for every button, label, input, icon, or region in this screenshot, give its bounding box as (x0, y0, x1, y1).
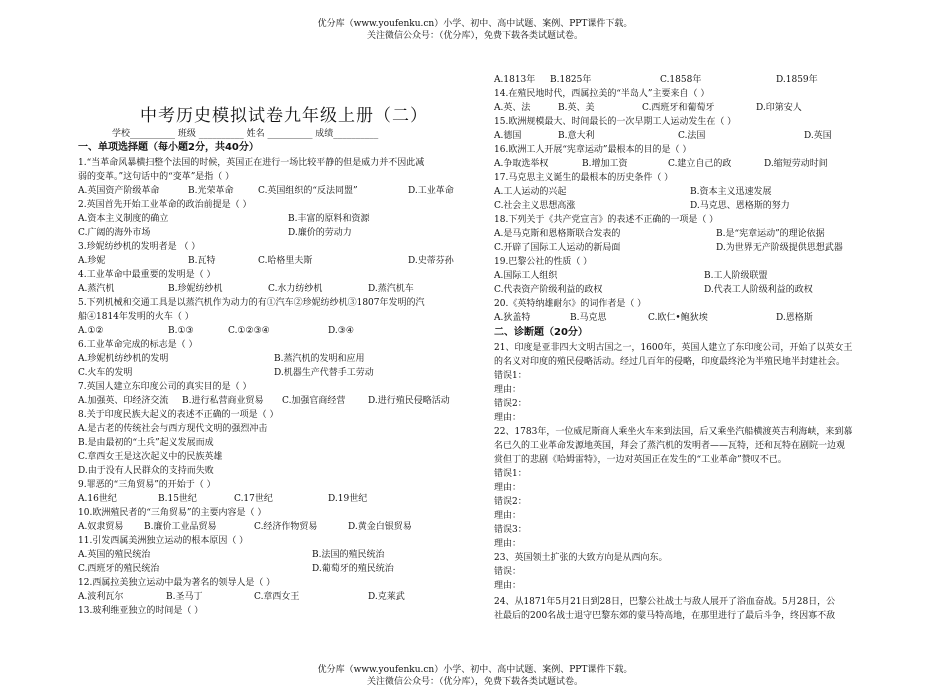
question-8-option-d: D.由于没有人民群众的支持而失败 (78, 466, 214, 476)
question-19: 19.巴黎公社的性质（ ） (494, 257, 593, 267)
student-info-line: 学校__________ 班级 __________ 姓名 __________ 成绩__________ (112, 129, 379, 139)
question-22-line-1: 22、1783年，一位威尼斯商人乘坐火车来到法国，后又乘坐汽船横渡英吉利海峡，来到慕 (494, 427, 853, 437)
option-c: C.章西女王 (254, 592, 300, 602)
q22-error-3-label: 错误3： (494, 525, 527, 535)
option-d: D.缩短劳动时间 (764, 159, 828, 169)
option-b: B.1825年 (550, 75, 592, 85)
question-1-line-2: 弱的变革。”这句话中的“变革”是指（ ） (78, 172, 235, 182)
question-8: 8.关于印度民族大起义的表述不正确的一项是（ ） (78, 410, 279, 420)
option-d: D.代表工人阶级利益的政权 (704, 285, 813, 295)
question-8-option-a: A.是古老的传统社会与西方现代文明的强烈冲击 (78, 424, 268, 434)
option-a: A.争取选举权 (494, 159, 549, 169)
option-a: A.16世纪 (78, 494, 117, 504)
option-c: C.西班牙和葡萄牙 (642, 103, 715, 113)
question-5-line-1: 5.下列机械和交通工具是以蒸汽机作为动力的有①汽车②珍妮纺纱机③1807年发明的汽 (78, 298, 425, 308)
exam-title: 中考历史模拟试卷九年级上册（二） (140, 106, 428, 126)
option-a: A.工人运动的兴起 (494, 187, 567, 197)
question-11: 11.引发西属美洲独立运动的根本原因（ ） (78, 536, 249, 546)
page-header (0, 18, 950, 42)
q23-reason-label: 理由： (494, 581, 522, 591)
question-21-line-1: 21、印度是亚非四大文明古国之一，1600年，英国人建立了东印度公司，开始了以英女王 (494, 343, 853, 353)
q22-reason-2-label: 理由： (494, 511, 522, 521)
option-c: C.17世纪 (234, 494, 273, 504)
option-d: D.印第安人 (756, 103, 802, 113)
q21-reason-2-label: 理由： (494, 413, 522, 423)
header-line-1: 优分库（www.youfenku.cn）小学、初中、高中试题、案例、PPT课件下载。 (317, 19, 633, 29)
option-b: B.廉价工业品贸易 (144, 522, 217, 532)
option-b: B.丰富的原料和资源 (288, 214, 370, 224)
option-c: C.开辟了国际工人运动的新局面 (494, 243, 621, 253)
option-c: C.法国 (678, 131, 706, 141)
question-14: 14.在殖民地时代，西属拉美的“半岛人”主要来自（ ） (494, 89, 710, 99)
question-13: 13.玻利维亚独立的时间是（ ） (78, 606, 204, 616)
option-a: A.英、法 (494, 103, 531, 113)
option-a: A.英国的殖民统治 (78, 550, 151, 560)
option-b: B.增加工资 (582, 159, 628, 169)
section-1-heading: 一、单项选择题（每小题2分，共40分） (78, 142, 259, 153)
option-a: A.狄盖特 (494, 313, 531, 323)
option-d: D.进行殖民侵略活动 (368, 396, 450, 406)
option-b: B.是“宪章运动”的理论依据 (716, 229, 825, 239)
option-d: D.英国 (804, 131, 832, 141)
question-1-line-1: 1.“当革命风暴横扫整个法国的时候，英国正在进行一场比较平静的但是威力并不因此减 (78, 158, 425, 168)
question-6: 6.工业革命完成的标志是（ ） (78, 340, 198, 350)
q22-reason-1-label: 理由： (494, 483, 522, 493)
q21-reason-1-label: 理由： (494, 385, 522, 395)
option-d: D.廉价的劳动力 (288, 228, 352, 238)
option-d: D.工业革命 (408, 186, 454, 196)
option-a: A.珍妮 (78, 256, 106, 266)
option-a: A.奴隶贸易 (78, 522, 124, 532)
footer-line-2: 关注微信公众号：（优分库），免费下载各类试题试卷。 (366, 677, 583, 687)
option-b: B.法国的殖民统治 (312, 550, 385, 560)
option-d: D.马克思、恩格斯的努力 (690, 201, 790, 211)
question-18: 18.下列关于《共产党宣言》的表述不正确的一项是（ ） (494, 215, 719, 225)
question-17: 17.马克思主义诞生的最根本的历史条件（ ） (494, 173, 674, 183)
option-d: D.史蒂芬孙 (408, 256, 454, 266)
question-5-line-2: 船④1814年发明的火车（ ） (78, 312, 194, 322)
option-c: C.代表资产阶级利益的政权 (494, 285, 603, 295)
option-a: A.蒸汽机 (78, 284, 115, 294)
question-12: 12.西属拉美独立运动中最为著名的领导人是（ ） (78, 578, 276, 588)
option-a: A.国际工人组织 (494, 271, 558, 281)
option-a: A.波利瓦尔 (78, 592, 124, 602)
option-d: D.19世纪 (328, 494, 368, 504)
question-7: 7.英国人建立东印度公司的真实目的是（ ） (78, 382, 252, 392)
option-b: B.①③ (168, 326, 194, 336)
option-b: B.珍妮纺纱机 (168, 284, 223, 294)
q23-error-label: 错误： (494, 567, 522, 577)
q21-error-2-label: 错误2： (494, 399, 527, 409)
question-24-line-2: 社最后的200名战士退守巴黎东郊的蒙马特高地，在那里进行了最后斗争，终因寡不敌 (494, 611, 836, 621)
option-a: A.德国 (494, 131, 522, 141)
option-c: C.社会主义思想高涨 (494, 201, 576, 211)
option-a: A.资本主义制度的确立 (78, 214, 169, 224)
option-a: A.①② (78, 326, 104, 336)
question-15: 15.欧洲规模最大、时间最长的一次早期工人运动发生在（ ） (494, 117, 737, 127)
question-10: 10.欧洲殖民者的“三角贸易”的主要内容是（ ） (78, 508, 267, 518)
option-d: D.1859年 (776, 75, 818, 85)
option-d: D.黄金白银贸易 (348, 522, 412, 532)
page-footer (0, 664, 950, 688)
option-b: B.马克思 (570, 313, 607, 323)
option-c: C.建立自己的政 (668, 159, 732, 169)
option-c: C.火车的发明 (78, 368, 133, 378)
footer-line-1: 优分库（www.youfenku.cn）小学、初中、高中试题、案例、PPT课件下载。 (317, 665, 633, 675)
option-d: D.葡萄牙的殖民统治 (312, 564, 394, 574)
option-d: D.③④ (328, 326, 354, 336)
question-8-option-b: B.是由最初的“土兵”起义发展而成 (78, 438, 214, 448)
option-c: C.哈格里夫斯 (258, 256, 313, 266)
section-2-heading: 二、诊断题（20分） (494, 327, 588, 338)
option-d: D.恩格斯 (776, 313, 813, 323)
option-a: A.加强英、印经济交流 (78, 396, 169, 406)
option-d: D.为世界无产阶级提供思想武器 (716, 243, 843, 253)
question-2: 2.英国首先开始工业革命的政治前提是（ ） (78, 200, 252, 210)
question-4: 4.工业革命中最重要的发明是（ ） (78, 270, 216, 280)
q22-error-1-label: 错误1： (494, 469, 527, 479)
question-9: 9.罪恶的“三角贸易”的开始于（ ） (78, 480, 216, 490)
q21-error-1-label: 错误1： (494, 371, 527, 381)
option-c: C.英国组织的“反法同盟” (258, 186, 358, 196)
option-b: B.圣马丁 (166, 592, 203, 602)
option-c: C.水力纺纱机 (268, 284, 323, 294)
question-20: 20.《英特纳雄耐尔》的词作者是（ ） (494, 299, 647, 309)
option-b: B.英、美 (558, 103, 595, 113)
question-24-line-1: 24、从1871年5月21日到28日，巴黎公社战士与敌人展开了浴血奋战。5月28日，公 (494, 597, 836, 607)
option-b: B.15世纪 (158, 494, 197, 504)
option-b: B.光荣革命 (188, 186, 234, 196)
question-3: 3.珍妮纺纱机的发明者是 （ ） (78, 242, 201, 252)
option-b: B.工人阶级联盟 (704, 271, 768, 281)
option-b: B.资本主义迅速发展 (690, 187, 772, 197)
option-a: A.英国资产阶级革命 (78, 186, 160, 196)
question-16: 16.欧洲工人开展“宪章运动”最根本的目的是（ ） (494, 145, 692, 155)
option-a: A.是马克斯和恩格斯联合发表的 (494, 229, 621, 239)
option-c: C.①②③④ (228, 326, 270, 336)
option-b: B.蒸汽机的发明和应用 (274, 354, 365, 364)
option-d: D.克莱武 (368, 592, 405, 602)
option-c: C.欧仁•鲍狄埃 (648, 313, 708, 323)
option-a: A.1813年 (494, 75, 536, 85)
option-b: B.瓦特 (188, 256, 216, 266)
option-c: C.加强官商经营 (282, 396, 346, 406)
q22-reason-3-label: 理由： (494, 539, 522, 549)
option-d: D.蒸汽机车 (368, 284, 414, 294)
header-line-2: 关注微信公众号：（优分库），免费下载各类试题试卷。 (366, 31, 583, 41)
option-c: C.广阔的海外市场 (78, 228, 151, 238)
option-b: B.意大利 (558, 131, 595, 141)
option-b: B.进行私营商业贸易 (182, 396, 264, 406)
option-c: C.1858年 (660, 75, 702, 85)
question-8-option-c: C.章西女王是这次起义中的民族英雄 (78, 452, 223, 462)
question-23: 23、英国领土扩张的大致方向是从西向东。 (494, 553, 668, 563)
option-c: C.经济作物贸易 (254, 522, 318, 532)
question-22-line-3: 赏但丁的悲剧《哈姆雷特》，一边对英国正在发生的“工业革命”赞叹不已。 (494, 455, 787, 465)
option-d: D.机器生产代替手工劳动 (274, 368, 374, 378)
q22-error-2-label: 错误2： (494, 497, 527, 507)
option-a: A.珍妮机纺纱机的发明 (78, 354, 169, 364)
question-22-line-2: 名已久的工业革命发源地英国，拜会了蒸汽机的发明者——瓦特，还和瓦特在剧院一边观 (494, 441, 846, 451)
option-c: C.西班牙的殖民统治 (78, 564, 160, 574)
question-21-line-2: 的名义对印度的殖民侵略活动。经过几百年的侵略，印度最终沦为半殖民地半封建社会。 (494, 357, 846, 367)
